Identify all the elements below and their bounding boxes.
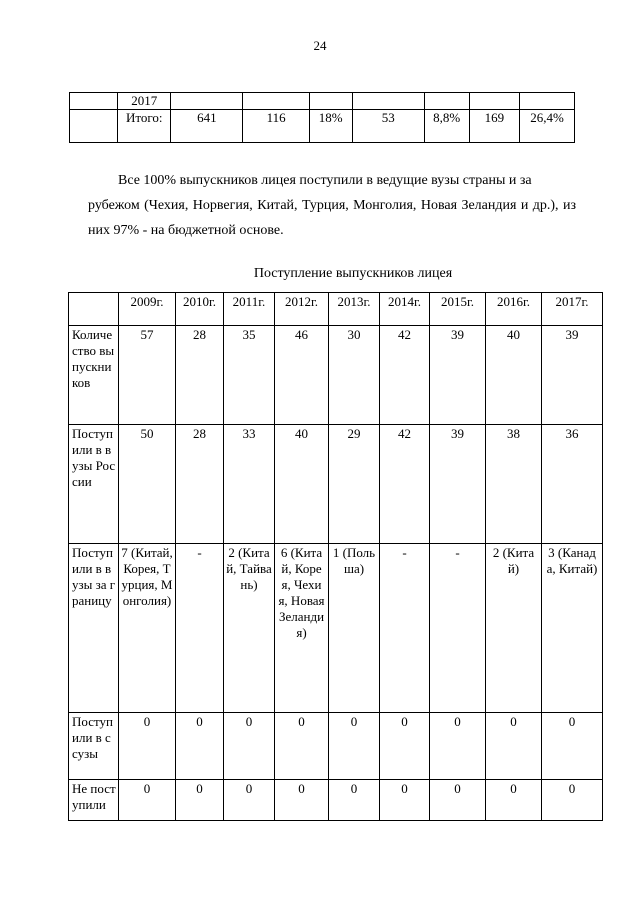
table-cell: 39 (542, 326, 603, 425)
row-label: Поступили в вузы России (69, 425, 119, 544)
table-cell (70, 93, 118, 110)
table-cell (243, 93, 309, 110)
table-cell: 42 (380, 425, 430, 544)
table-cell: 29 (329, 425, 380, 544)
table-cell: 0 (119, 713, 176, 780)
table-cell (70, 110, 118, 143)
table-cell: 641 (171, 110, 243, 143)
paragraph-first-line: Все 100% выпускников лицея поступили в ведущие вузы страны и за (118, 173, 532, 188)
table-cell: 0 (275, 713, 329, 780)
table-cell: 8,8% (424, 110, 469, 143)
row-label (69, 780, 119, 821)
header-cell: 2017г. (542, 293, 603, 326)
table-cell: 169 (469, 110, 520, 143)
table-cell: - (380, 544, 430, 713)
page-number: 24 (313, 38, 327, 53)
table-cell (520, 93, 575, 110)
header-cell: 2009г. (119, 293, 176, 326)
table-cell: 39 (430, 425, 486, 544)
header-cell: 2011г. (224, 293, 275, 326)
table-cell: 30 (329, 326, 380, 425)
table-cell: 33 (224, 425, 275, 544)
paragraph-continuation: рубежом (Чехия, Норвегия, Китай, Турция, Монголия, Новая Зеландия и др.), из них 97% - на бюджетной основе. (88, 198, 576, 238)
table-cell: 2 (Китай, Тайвань) (224, 544, 275, 713)
table-cell: 3 (Канада, Китай) (542, 544, 603, 713)
header-cell: 2012г. (275, 293, 329, 326)
table-cell: 0 (329, 780, 380, 821)
row-label-text: Не поступили (72, 781, 116, 812)
table-cell: 28 (176, 326, 224, 425)
table-cell: 0 (542, 780, 603, 821)
row-label: Количество выпускников (69, 326, 119, 425)
table-cell (424, 93, 469, 110)
table-cell: - (430, 544, 486, 713)
table-cell: 28 (176, 425, 224, 544)
table-caption: Поступление выпускников лицея (253, 266, 453, 281)
table-cell: 1 (Польша) (329, 544, 380, 713)
header-cell: 2013г. (329, 293, 380, 326)
table-cell: 6 (Китай, Корея, Чехия, Новая Зеландия) (275, 544, 329, 713)
table-cell: 53 (352, 110, 424, 143)
table-cell: 0 (380, 780, 430, 821)
table-cell (469, 93, 520, 110)
table-cell: 35 (224, 326, 275, 425)
table-cell: 0 (224, 713, 275, 780)
table-row (69, 544, 603, 713)
table-cell: 0 (176, 780, 224, 821)
table-cell: 0 (329, 713, 380, 780)
table-cell: 42 (380, 326, 430, 425)
table-row (69, 326, 603, 425)
table-cell: 116 (243, 110, 309, 143)
header-cell: 2010г. (176, 293, 224, 326)
table-cell: - (176, 544, 224, 713)
summary-table-fragment (69, 92, 575, 143)
table-cell: 38 (486, 425, 542, 544)
table-header-row (69, 293, 603, 326)
admission-table (68, 292, 603, 821)
table-cell: 0 (542, 713, 603, 780)
table-cell (309, 93, 352, 110)
table-cell: 40 (275, 425, 329, 544)
row-label: Поступили в вузы за границу (69, 544, 119, 713)
table-cell (352, 93, 424, 110)
table-cell: 2 (Китай) (486, 544, 542, 713)
table-cell: 0 (224, 780, 275, 821)
table-cell: 0 (486, 713, 542, 780)
table-cell: 46 (275, 326, 329, 425)
header-cell: 2014г. (380, 293, 430, 326)
table-cell: 18% (309, 110, 352, 143)
table-row (70, 93, 575, 110)
table-cell: 0 (430, 713, 486, 780)
table-cell: 0 (486, 780, 542, 821)
table-cell: 36 (542, 425, 603, 544)
table-cell: 40 (486, 326, 542, 425)
table-cell: 0 (176, 713, 224, 780)
row-label: Поступили в ссузы (69, 713, 119, 780)
table-cell: 0 (430, 780, 486, 821)
table-row (70, 110, 575, 143)
table-cell: 39 (430, 326, 486, 425)
table-row (69, 425, 603, 544)
header-cell: 2016г. (486, 293, 542, 326)
table-cell: 0 (275, 780, 329, 821)
table-cell: 50 (119, 425, 176, 544)
table-cell: 0 (119, 780, 176, 821)
table-row (69, 780, 603, 821)
header-cell (69, 293, 119, 326)
table-cell (171, 93, 243, 110)
table-cell: 2017 (118, 93, 171, 110)
header-cell: 2015г. (430, 293, 486, 326)
table-cell: Итого: (118, 110, 171, 143)
table-cell: 0 (380, 713, 430, 780)
table-cell: 57 (119, 326, 176, 425)
table-cell: 26,4% (520, 110, 575, 143)
table-cell: 7 (Китай, Корея, Турция, Монголия) (119, 544, 176, 713)
table-row (69, 713, 603, 780)
